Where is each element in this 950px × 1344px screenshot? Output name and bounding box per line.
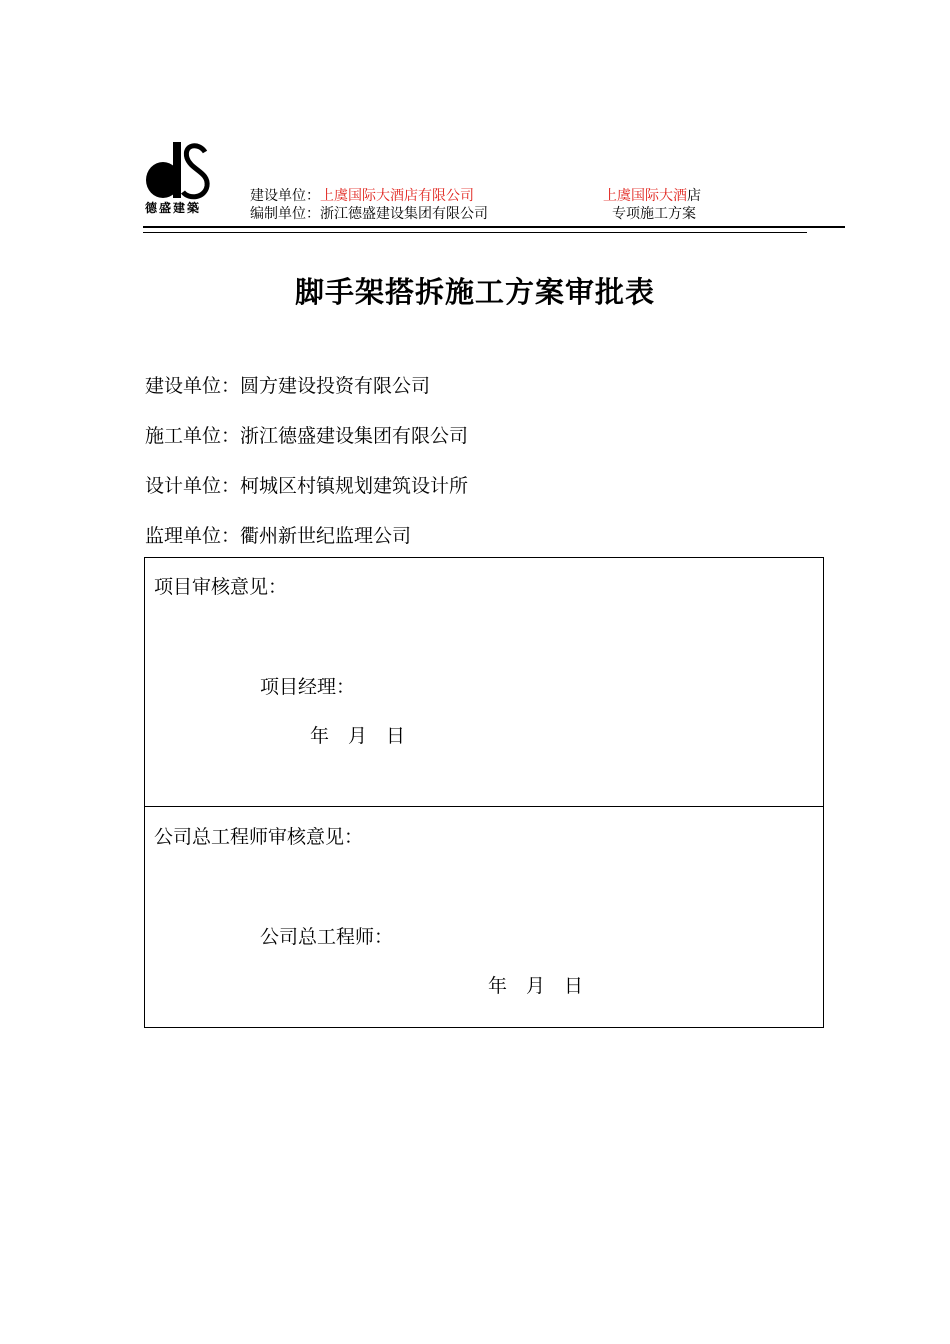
header-line-2 bbox=[250, 205, 488, 223]
header-line1-right bbox=[603, 187, 701, 205]
builder-unit: 施工单位：浙江德盛建设集团有限公司 bbox=[145, 425, 469, 447]
header-line2-value: 浙江德盛建设集团有限公司 bbox=[320, 206, 488, 222]
design-unit: 设计单位：柯城区村镇规划建筑设计所 bbox=[145, 475, 469, 497]
page-title: 脚手架搭拆施工方案审批表 bbox=[294, 275, 655, 309]
chief-engineer-review-date: 年 月 日 bbox=[488, 975, 584, 997]
header-line1-right-black: 店 bbox=[687, 188, 701, 204]
header-line2-right: 专项施工方案 bbox=[612, 206, 696, 222]
logo-text: 德盛建築 bbox=[145, 201, 202, 215]
header-divider-thin bbox=[143, 232, 807, 233]
construction-unit: 建设单位：圆方建设投资有限公司 bbox=[145, 375, 431, 397]
project-manager-label: 项目经理： bbox=[260, 676, 356, 698]
header-line1-label: 建设单位： bbox=[250, 188, 320, 204]
project-review-heading: 项目审核意见： bbox=[154, 576, 288, 598]
chief-engineer-label: 公司总工程师： bbox=[260, 926, 394, 948]
header-line2-label: 编制单位： bbox=[250, 206, 320, 222]
supervision-unit: 监理单位：衢州新世纪监理公司 bbox=[145, 525, 412, 547]
chief-engineer-review-heading: 公司总工程师审核意见： bbox=[154, 826, 364, 848]
header-line-1 bbox=[250, 187, 474, 205]
header-line1-right-red: 上虞国际大酒 bbox=[603, 188, 687, 204]
header-line1-value: 上虞国际大酒店有限公司 bbox=[320, 188, 474, 204]
header-divider-thick bbox=[143, 226, 845, 228]
project-review-date: 年 月 日 bbox=[310, 725, 406, 747]
